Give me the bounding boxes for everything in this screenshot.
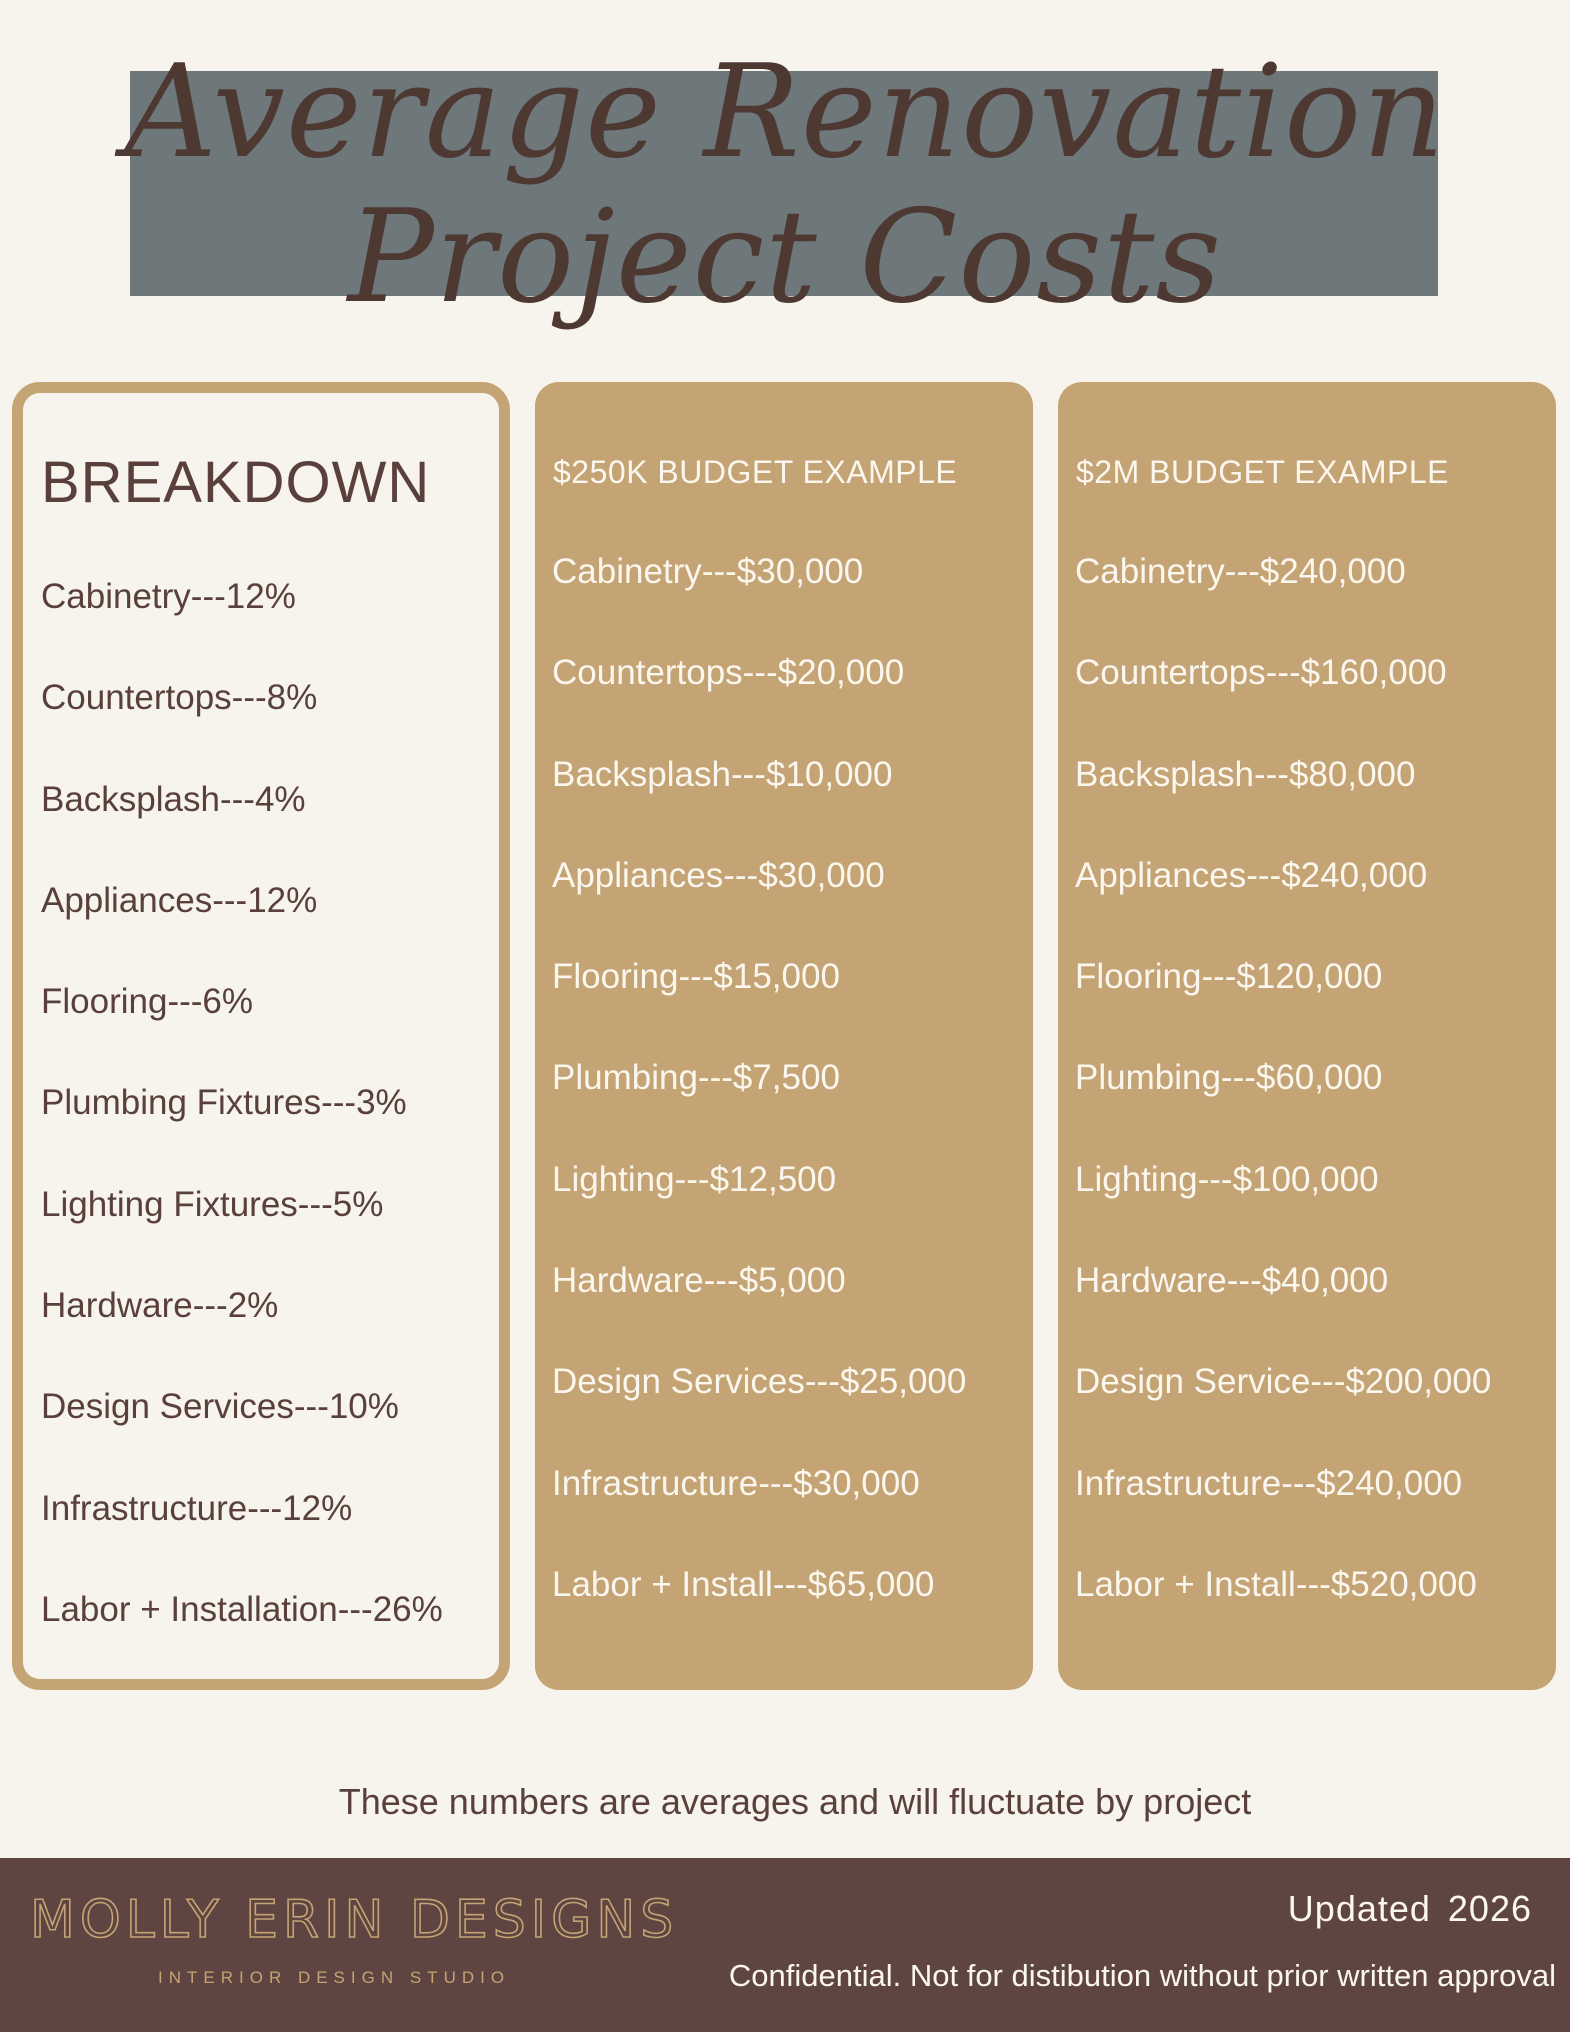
list-item: Backsplash---4% bbox=[41, 779, 306, 819]
list-item: Design Services---$25,000 bbox=[552, 1362, 967, 1402]
breakdown-list bbox=[41, 577, 499, 1691]
disclaimer-note: These numbers are averages and will fluctuate by project bbox=[338, 1781, 1252, 1822]
logo-tagline: INTERIOR DESIGN STUDIO bbox=[158, 1968, 511, 1987]
list-item: Lighting Fixtures---5% bbox=[41, 1184, 384, 1224]
list-item: Design Service---$200,000 bbox=[1075, 1362, 1492, 1402]
list-item: Lighting---$12,500 bbox=[552, 1159, 837, 1199]
list-item: Backsplash---$10,000 bbox=[552, 754, 893, 794]
logo: MOLLY ERIN DESIGNS bbox=[30, 1890, 679, 1950]
breakdown-column bbox=[12, 382, 510, 1690]
list-item: Labor + Installation---26% bbox=[41, 1589, 443, 1629]
list-item: Cabinetry---$30,000 bbox=[552, 552, 864, 591]
page-title: Average Renovation Project Costs bbox=[124, 38, 1446, 332]
footer bbox=[0, 1858, 1570, 2032]
list-item: Countertops---$160,000 bbox=[1075, 653, 1447, 693]
list-item: Plumbing Fixtures---3% bbox=[41, 1083, 407, 1123]
list-item: Appliances---$30,000 bbox=[552, 855, 885, 895]
budget-250k-column bbox=[535, 382, 1033, 1690]
list-item: Appliances---$240,000 bbox=[1075, 855, 1428, 895]
list-item: Flooring---6% bbox=[41, 982, 253, 1022]
list-item: Flooring---$15,000 bbox=[552, 957, 840, 997]
list-item: Countertops---$20,000 bbox=[552, 653, 905, 693]
list-item: Design Services---10% bbox=[41, 1387, 399, 1427]
list-item: Infrastructure---12% bbox=[41, 1488, 353, 1528]
list-item: Plumbing---$7,500 bbox=[552, 1058, 840, 1098]
list-item: Cabinetry---12% bbox=[41, 577, 296, 616]
list-item: Labor + Install---$65,000 bbox=[552, 1564, 935, 1604]
list-item: Cabinetry---$240,000 bbox=[1075, 552, 1406, 591]
breakdown-heading: BREAKDOWN bbox=[41, 450, 431, 515]
list-item: Countertops---8% bbox=[41, 678, 318, 718]
confidential-notice: Confidential. Not for distibution without prior written approval bbox=[728, 1958, 1556, 1993]
list-item: Infrastructure---$240,000 bbox=[1075, 1463, 1463, 1503]
updated-label: Updated 2026 bbox=[1287, 1888, 1532, 1929]
budget-2m-heading: $2M BUDGET EXAMPLE bbox=[1076, 454, 1449, 490]
list-item: Flooring---$120,000 bbox=[1075, 957, 1383, 997]
list-item: Infrastructure---$30,000 bbox=[552, 1463, 920, 1503]
list-item: Hardware---$40,000 bbox=[1075, 1261, 1389, 1301]
list-item: Hardware---$5,000 bbox=[552, 1261, 846, 1301]
budget-250k-list bbox=[552, 552, 1033, 1666]
list-item: Labor + Install---$520,000 bbox=[1075, 1564, 1477, 1604]
budget-2m-column bbox=[1058, 382, 1556, 1690]
list-item: Plumbing---$60,000 bbox=[1075, 1058, 1383, 1098]
budget-250k-heading: $250K BUDGET EXAMPLE bbox=[553, 454, 958, 490]
list-item: Appliances---12% bbox=[41, 880, 318, 920]
list-item: Hardware---2% bbox=[41, 1286, 279, 1326]
list-item: Backsplash---$80,000 bbox=[1075, 754, 1416, 794]
list-item: Lighting---$100,000 bbox=[1075, 1159, 1379, 1199]
budget-2m-list bbox=[1075, 552, 1556, 1666]
